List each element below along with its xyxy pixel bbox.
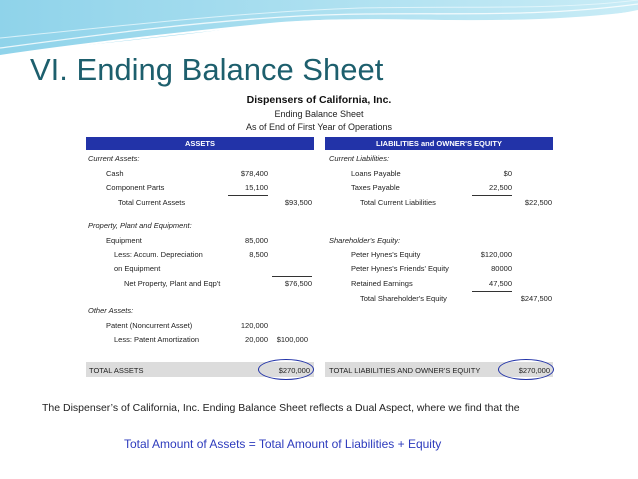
liabilities-header: LIABILITIES and OWNER'S EQUITY [325,137,553,150]
subtotal-rule [228,195,268,196]
total-current-liabilities-label: Total Current Liabilities [360,198,436,207]
header-wave-decoration [0,0,638,60]
total-current-assets-value: $93,500 [284,198,312,207]
total-current-liabilities-value: $22,500 [524,198,552,207]
total-equity-label: Total Shareholder's Equity [360,294,447,303]
patent-value: 120,000 [240,321,268,330]
company-name: Dispensers of California, Inc. [246,94,392,106]
net-patent-value: $100,000 [276,335,308,344]
current-assets-heading: Current Assets: [88,154,140,163]
cash-label: Cash [106,169,124,178]
equipment-label: Equipment [106,236,142,245]
subtotal-rule [272,276,312,277]
total-liabilities-value: $270,000 [518,366,550,375]
slide-title: VI. Ending Balance Sheet [30,52,384,87]
depreciation-value: 8,500 [249,250,268,259]
total-current-assets-label: Total Current Assets [118,198,186,207]
net-ppe-value: $76,500 [284,279,312,288]
depreciation-label: Less: Accum. Depreciation [114,250,203,259]
total-assets-label: TOTAL ASSETS [89,366,144,375]
total-liabilities-label: TOTAL LIABILITIES AND OWNER'S EQUITY [329,366,481,375]
total-assets-value: $270,000 [278,366,310,375]
sheet-period: As of End of First Year of Operations [245,122,393,132]
total-equity-value: $247,500 [520,294,552,303]
subtotal-rule [472,195,512,196]
subtotal-rule [472,291,512,292]
loans-payable-value: $0 [503,169,512,178]
accounting-equation: Total Amount of Assets = Total Amount of Liabilities + Equity [124,437,442,451]
balance-sheet-document [84,92,554,387]
sheet-title: Ending Balance Sheet [274,109,364,119]
slide-caption: The Dispenser’s of California, Inc. Ending Balance Sheet reflects a Dual Aspect, where we find that the [42,402,520,414]
net-ppe-label: Net Property, Plant and Eqp't [124,279,221,288]
amortization-value: 20,000 [245,335,268,344]
cash-value: $78,400 [240,169,268,178]
equipment-value: 85,000 [245,236,268,245]
retained-earnings-value: 47,500 [489,279,512,288]
ppe-heading: Property, Plant and Equipment: [88,221,192,230]
taxes-payable-value: 22,500 [489,183,512,192]
amortization-label: Less: Patent Amortization [114,335,200,344]
retained-earnings-label: Retained Earnings [351,279,413,288]
patent-label: Patent (Noncurrent Asset) [106,321,193,330]
shareholders-equity-heading: Shareholder's Equity: [329,236,401,245]
hynes-equity-value: $120,000 [480,250,512,259]
total-assets-highlight [258,359,314,380]
other-assets-heading: Other Assets: [88,306,134,315]
assets-header: ASSETS [86,137,314,150]
taxes-payable-label: Taxes Payable [351,183,400,192]
friends-equity-label: Peter Hynes's Friends' Equity [351,264,449,273]
friends-equity-value: 80000 [491,264,512,273]
on-equipment-label: on Equipment [114,264,161,273]
component-parts-label: Component Parts [106,183,165,192]
hynes-equity-label: Peter Hynes's Equity [351,250,421,259]
current-liabilities-heading: Current Liabilities: [329,154,390,163]
loans-payable-label: Loans Payable [351,169,401,178]
total-liabilities-highlight [498,359,554,380]
component-parts-value: 15,100 [245,183,268,192]
